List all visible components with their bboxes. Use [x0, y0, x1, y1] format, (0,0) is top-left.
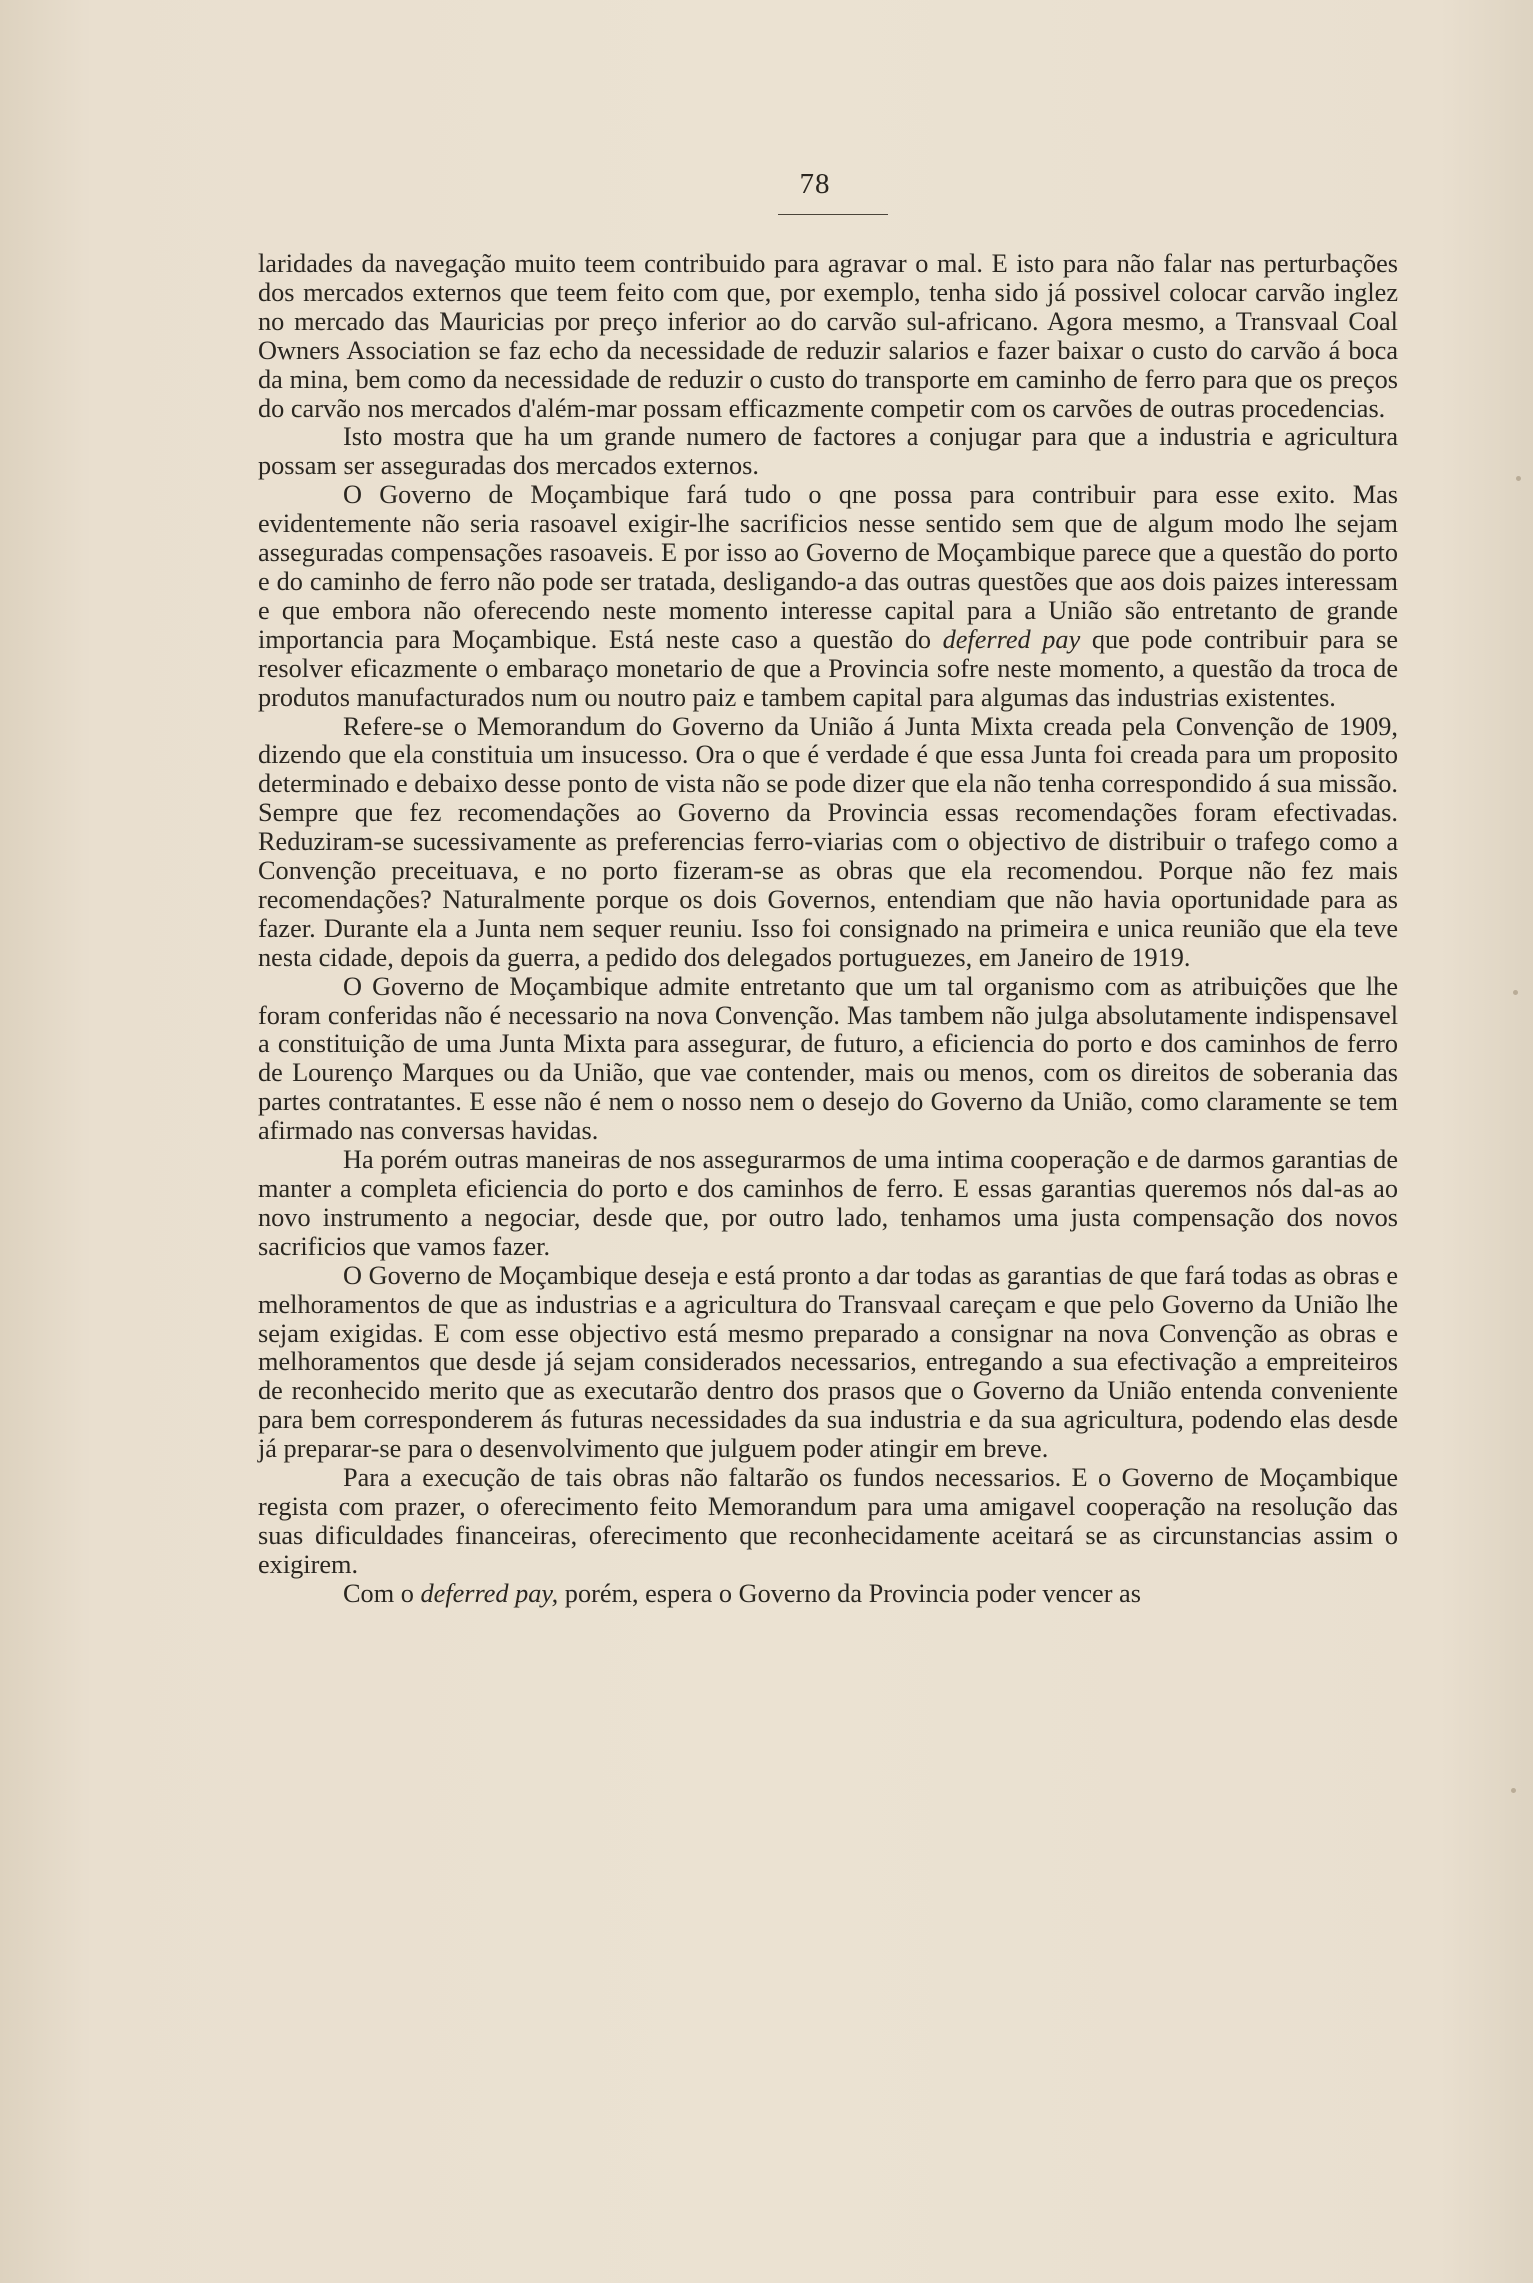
- paragraph-text: laridades da navegação muito teem contribuido para agravar o mal. E isto para não falar nas perturbações dos mercados externos que teem feito com que, por exemplo, tenha sido já possivel colocar carvão inglez no mercado das Mauricias por preço inferior ao do carvão sul-africano. Agora mesmo, a Transvaal Coal Owners Association se faz echo da necessidade de reduzir salarios e fazer baixar o custo do carvão á boca da mina, bem como da necessidade de reduzir o custo do transporte em caminho de ferro para que os preços do carvão nos mercados d'além-mar possam efficazmente competir com os carvões de outras procedencias.: [258, 249, 1398, 423]
- body-text: [258, 250, 1398, 1609]
- paragraph-text: porém, espera o Governo da Provincia poder vencer as: [558, 1578, 1141, 1608]
- paragraph: [258, 1146, 1398, 1262]
- paragraph-text: O Governo de Moçambique fará tudo o qne possa para contribuir para esse exito. Mas evidentemente não seria rasoavel exigir-lhe sacrificios nesse sentido sem que de algum modo lhe sejam asseguradas compensações rasoaveis. E por isso ao Governo de Moçambique parece que a questão do porto e do caminho de ferro não pode ser tratada, desligando-a das outras questões que aos dois paizes interessam e que embora não oferecendo neste momento interesse capital para a União são entretanto de grande importancia para Moçambique. Está neste caso a questão do: [258, 480, 1398, 654]
- paragraph-text: Ha porém outras maneiras de nos assegurarmos de uma intima cooperação e de darmos garantias de manter a completa eficiencia do porto e dos caminhos de ferro. E essas garantias queremos nós dal-as ao novo instrumento a negociar, desde que, por outro lado, tenhamos uma justa compensação dos novos sacrificios que vamos fazer.: [258, 1145, 1398, 1261]
- paragraph: [258, 1580, 1398, 1609]
- paragraph-text: Isto mostra que ha um grande numero de factores a conjugar para que a industria e agricultura possam ser asseguradas dos mercados externos.: [258, 422, 1398, 481]
- page-number-rule: [778, 214, 888, 215]
- paragraph-text: Com o: [343, 1578, 421, 1608]
- paragraph-text: Para a execução de tais obras não faltarão os fundos necessarios. E o Governo de Moçambique regista com prazer, o oferecimento feito Memorandum para uma amigavel cooperação na resolução das suas dificuldades financeiras, oferecimento que reconhecidamente aceitará se as circunstancias assim o exigirem.: [258, 1463, 1398, 1579]
- paragraph-text: que pode contribuir para se resolver eficazmente o embaraço monetario de que a Provincia sofre neste momento, a questão da troca de produtos manufacturados num ou noutro paiz e tambem capital para algumas das industrias existentes.: [258, 624, 1399, 712]
- paragraph: [258, 1464, 1398, 1580]
- italic-phrase: deferred pay: [942, 624, 1081, 654]
- paragraph: [258, 713, 1398, 973]
- paragraph: [258, 423, 1398, 481]
- paper-speck: [1513, 990, 1518, 995]
- italic-phrase: deferred pay,: [420, 1578, 559, 1608]
- paper-speck: [1516, 476, 1521, 481]
- page-number: 78: [799, 168, 831, 200]
- paragraph: [258, 973, 1398, 1146]
- paragraph: [258, 1262, 1398, 1464]
- paragraph-text: O Governo de Moçambique deseja e está pronto a dar todas as garantias de que fará todas as obras e melhoramentos de que as industrias e a agricultura do Transvaal careçam e que pelo Governo da União lhe sejam exigidas. E com esse objectivo está mesmo preparado a consignar na nova Convenção as obras e melhoramentos que desde já sejam considerados necessarios, entregando a sua efectivação a empreiteiros de reconhecido merito que as executarão dentro dos prasos que o Governo da União entenda conveniente para bem corresponderem ás futuras necessidades da sua industria e da sua agricultura, podendo elas desde já preparar-se para o desenvolvimento que julguem poder atingir em breve.: [258, 1260, 1398, 1464]
- paragraph: [258, 481, 1398, 712]
- paper-speck: [1511, 1788, 1516, 1793]
- paragraph-text: O Governo de Moçambique admite entretanto que um tal organismo com as atribuições que lhe foram conferidas não é necessario na nova Convenção. Mas tambem não julga absolutamente indispensavel a constituição de uma Junta Mixta para assegurar, de futuro, a eficiencia do porto e dos caminhos de ferro de Lourenço Marques ou da União, que vae contender, mais ou menos, com os direitos de soberania das partes contratantes. E esse não é nem o nosso nem o desejo do Governo da União, como claramente se tem afirmado nas conversas havidas.: [258, 971, 1398, 1146]
- paragraph-text: Refere-se o Memorandum do Governo da União á Junta Mixta creada pela Convenção de 1909, dizendo que ela constituia um insucesso. Ora o que é verdade é que essa Junta foi creada para um proposito determinado e debaixo desse ponto de vista não se pode dizer que ela não tenha correspondido á sua missão. Sempre que fez recomendações ao Governo da Provincia essas recomendações foram efectivadas. Reduziram-se sucessivamente as preferencias ferro-viarias com o objectivo de distribuir o trafego como a Convenção preceituava, e no porto fizeram-se as obras que ela recomendou. Porque não fez mais recomendações? Naturalmente porque os dois Governos, entendiam que não havia oportunidade para as fazer. Durante ela a Junta nem sequer reuniu. Isso foi consignado na primeira e unica reunião que ela teve nesta cidade, depois da guerra, a pedido dos delegados portuguezes, em Janeiro de 1919.: [258, 711, 1398, 972]
- paragraph: [258, 250, 1398, 423]
